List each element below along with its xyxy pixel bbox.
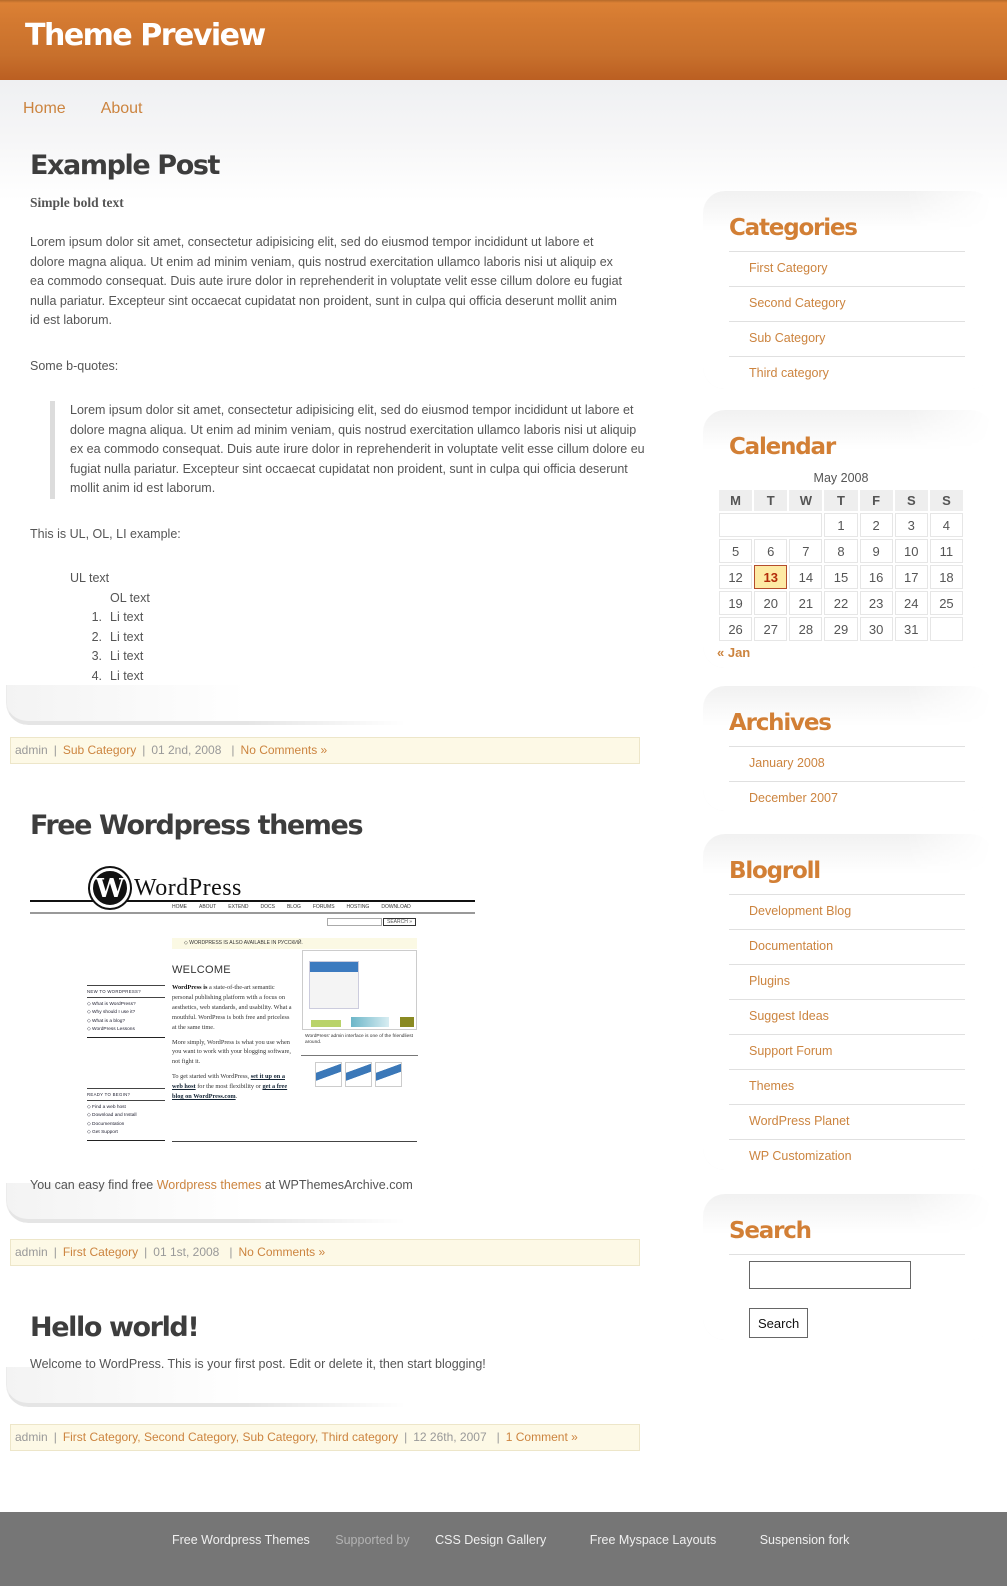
bold-text: Simple bold text (30, 195, 124, 210)
post-free-themes (0, 810, 650, 841)
meta-date: 12 26th, 2007 (413, 1430, 487, 1444)
footer-link-css-design-gallery[interactable]: CSS Design Gallery (435, 1533, 547, 1547)
footer-supported-by: Supported by (335, 1533, 410, 1547)
nav-about[interactable]: About (100, 100, 143, 117)
category-item (729, 287, 965, 322)
post-example (0, 150, 650, 686)
meta-author: admin (15, 743, 48, 757)
blogroll-link[interactable]: Suggest Ideas (749, 1009, 829, 1023)
widget-blogroll (703, 834, 993, 1170)
wordpress-logo-text: WordPress (134, 875, 242, 901)
blogroll-link[interactable]: Development Blog (749, 904, 852, 918)
calendar-day: 7 (789, 539, 822, 563)
post-free-themes-text (0, 1176, 650, 1196)
widget-categories (703, 191, 993, 389)
site-header (0, 0, 1007, 80)
calendar-day: 26 (719, 617, 752, 641)
category-item (729, 252, 965, 287)
calendar-day: 25 (930, 591, 963, 615)
meta-comments-link[interactable]: No Comments » (240, 743, 328, 757)
blogroll-link[interactable]: WP Customization (749, 1149, 852, 1163)
ol-item: 1. Li text (91, 610, 144, 624)
blogroll-list (729, 895, 965, 1175)
footer-links (172, 1533, 849, 1547)
post-title[interactable]: Hello world! (30, 1312, 199, 1343)
category-link[interactable]: Second Category (749, 296, 846, 310)
meta-date: 01 2nd, 2008 (151, 743, 222, 757)
ol-item: 3. Li text (91, 649, 144, 663)
ul-text: UL text (70, 571, 110, 585)
blogroll-link[interactable]: Plugins (749, 974, 790, 988)
archives-list (729, 747, 965, 817)
meta-category-link[interactable]: First Category (62, 1245, 139, 1259)
category-item (729, 322, 965, 357)
list-intro: This is UL, OL, LI example: (30, 526, 181, 541)
widget-title: Blogroll (729, 858, 965, 895)
ol-item: 2. Li text (91, 629, 144, 644)
widget-search (703, 1194, 993, 1340)
widget-calendar (703, 410, 993, 668)
bquote-intro: Some b-quotes: (30, 358, 119, 373)
calendar-day: 31 (895, 617, 928, 641)
main-nav (23, 100, 143, 118)
calendar-caption: May 2008 (813, 471, 869, 485)
calendar-day: 18 (930, 565, 963, 589)
calendar-day: 11 (930, 539, 963, 563)
calendar-table (717, 488, 965, 643)
blockquote (50, 401, 650, 499)
calendar-day: 6 (754, 539, 787, 563)
calendar-day: 24 (895, 591, 928, 615)
calendar-day-today: 13 (754, 565, 787, 589)
meta-author: admin (15, 1245, 48, 1259)
calendar-prev-month-link[interactable]: « Jan (717, 645, 751, 660)
calendar-day (930, 617, 963, 641)
site-footer (0, 1512, 1007, 1586)
calendar-day: 9 (860, 539, 893, 563)
wordpress-themes-link[interactable]: Wordpress themes (156, 1178, 262, 1192)
calendar-day: 15 (824, 565, 857, 589)
post-title[interactable]: Example Post (30, 150, 220, 181)
archive-link[interactable]: December 2007 (749, 791, 838, 805)
calendar-day: 10 (895, 539, 928, 563)
blogroll-item (729, 1070, 965, 1105)
blogroll-item (729, 895, 965, 930)
calendar-day: 27 (754, 617, 787, 641)
meta-category-link[interactable]: Sub Category (62, 743, 137, 757)
archive-link[interactable]: January 2008 (749, 756, 825, 770)
blogroll-item (729, 1035, 965, 1070)
search-input[interactable] (749, 1261, 911, 1289)
nav-home[interactable]: Home (23, 100, 66, 117)
ul-list (70, 569, 650, 686)
calendar-day: 21 (789, 591, 822, 615)
calendar-day: 1 (824, 513, 857, 537)
calendar-day: 29 (824, 617, 857, 641)
calendar-day: 14 (789, 565, 822, 589)
wordpress-screenshot-image: W WordPress HOME ABOUT EXTEND DOCS BLOG FORUMS HOSTING DOWNLOAD SEARCH » ◇ WORDPRESS IS ALSO AVAILABLE IN РУССКИЙ. WELCOME WordPress is a state-of-the-art semantic personal publishing platform with a focus on aesthetics, web standards, and usability. What a mouthful. WordPress is both free and priceless at the same time. More simply, WordPress is what you use when you want to work with your blogging software, not fight it. To get started with WordPress, set it up on a web host for the most flexibility or get a free blog on WordPress.com. NEW TO WORDPRESS? ◇ What is WordPress? ◇ Why should I use it? ◇ What is a blog? ◇ WordPress Lessons READY TO BEGIN? ◇ Find a web host ◇ Download and Install ◇ Documentation ◇ Get Support WordPress' admin interface is one of the friendliest around. (30, 866, 475, 1146)
ol-list (70, 608, 650, 686)
blogroll-item (729, 1105, 965, 1140)
calendar-day: 2 (860, 513, 893, 537)
weekday-header: S (930, 490, 963, 511)
ol-item: 4. Li text (91, 668, 144, 683)
blogroll-item (729, 1140, 965, 1175)
post-meta: admin | Sub Category | 01 2nd, 2008 | No Comments » (10, 737, 640, 764)
search-button[interactable]: Search (749, 1308, 808, 1338)
blogroll-item (729, 965, 965, 1000)
calendar-pad (719, 513, 822, 537)
calendar-day: 17 (895, 565, 928, 589)
footer-link-free-wordpress-themes[interactable]: Free Wordpress Themes (172, 1533, 310, 1547)
blogroll-link[interactable]: Support Forum (749, 1044, 833, 1058)
calendar-day: 16 (860, 565, 893, 589)
post-paragraph: Lorem ipsum dolor sit amet, consectetur adipisicing elit, sed do eiusmod tempor incididunt ut labore et dolore magna aliqua. Ut enim ad minim veniam, quis nostrud exercitation ullamco laboris nisi ut aliquip ex ea commodo consequat. Duis aute irure dolor in reprehenderit in voluptate velit esse cillum dolore eu fugiat nulla pariatur. Excepteur sint occaecat cupidatat non proident, sunt in culpa qui officia deserunt mollit anim id est laborum. (30, 235, 622, 327)
weekday-header: T (824, 490, 857, 511)
calendar-day: 23 (860, 591, 893, 615)
screenshot-nav: HOME ABOUT EXTEND DOCS BLOG FORUMS HOSTING DOWNLOAD (172, 904, 411, 910)
widget-title: Categories (729, 215, 965, 252)
calendar-day: 4 (930, 513, 963, 537)
widget-title: Search (729, 1218, 965, 1255)
category-link[interactable]: Sub Category (749, 331, 826, 345)
site-title[interactable]: Theme Preview (25, 18, 265, 53)
meta-author: admin (15, 1430, 48, 1444)
meta-comments-link[interactable]: No Comments » (238, 1245, 326, 1259)
widget-title: Archives (729, 710, 965, 747)
weekday-header: F (860, 490, 893, 511)
ol-text: OL text (110, 590, 150, 605)
category-item (729, 357, 965, 392)
post-title[interactable]: Free Wordpress themes (30, 810, 363, 841)
calendar-day: 3 (895, 513, 928, 537)
post-meta: admin | First Category | 01 1st, 2008 | No Comments » (10, 1239, 640, 1266)
blogroll-link[interactable]: WordPress Planet (749, 1114, 850, 1128)
calendar-day: 30 (860, 617, 893, 641)
meta-category-link[interactable]: First Category, Second Category, Sub Category, Third category (62, 1430, 399, 1444)
calendar-day: 12 (719, 565, 752, 589)
meta-comments-link[interactable]: 1 Comment » (505, 1430, 578, 1444)
widget-archives (703, 686, 993, 811)
archive-item (729, 747, 965, 782)
category-link[interactable]: Third category (749, 366, 829, 380)
post-paragraph: Welcome to WordPress. This is your first post. Edit or delete it, then start blogging! (30, 1357, 486, 1371)
blogroll-item (729, 1000, 965, 1035)
calendar-day: 19 (719, 591, 752, 615)
calendar-day: 20 (754, 591, 787, 615)
blogroll-item (729, 930, 965, 965)
post-shadow (6, 685, 406, 725)
calendar-day: 28 (789, 617, 822, 641)
footer-link-suspension-fork[interactable]: Suspension fork (759, 1533, 850, 1547)
blogroll-link[interactable]: Documentation (749, 939, 834, 953)
categories-list (729, 252, 965, 392)
widget-title: Calendar (729, 434, 835, 460)
weekday-header: S (895, 490, 928, 511)
weekday-header: T (754, 490, 787, 511)
meta-date: 01 1st, 2008 (153, 1245, 220, 1259)
category-link[interactable]: First Category (749, 261, 828, 275)
post-meta: admin | First Category, Second Category, Sub Category, Third category | 12 26th, 2007 | 1 Comment » (10, 1424, 640, 1451)
archive-item (729, 782, 965, 817)
post-paragraph: You can easy find free Wordpress themes at WPThemesArchive.com (30, 1178, 413, 1192)
footer-link-free-myspace-layouts[interactable]: Free Myspace Layouts (589, 1533, 717, 1547)
blogroll-link[interactable]: Themes (749, 1079, 795, 1093)
wordpress-logo-icon: W (90, 868, 130, 908)
weekday-header: M (719, 490, 752, 511)
calendar-day: 5 (719, 539, 752, 563)
calendar-day: 8 (824, 539, 857, 563)
calendar-day: 22 (824, 591, 857, 615)
weekday-header: W (789, 490, 822, 511)
ul-item (70, 569, 650, 686)
post-hello-world (0, 1312, 650, 1375)
blockquote-text: Lorem ipsum dolor sit amet, consectetur adipisicing elit, sed do eiusmod tempor incididunt ut labore et dolore magna aliqua. Ut enim ad minim veniam, quis nostrud exercitation ullamco laboris nisi ut aliquip ex ea commodo consequat. Duis aute irure dolor in reprehenderit in voluptate velit esse cillum dolore eu fugiat nulla pariatur. Excepteur sint occaecat cupidatat non proident, sunt in culpa qui officia deserunt mollit anim id est laborum. (70, 403, 645, 495)
